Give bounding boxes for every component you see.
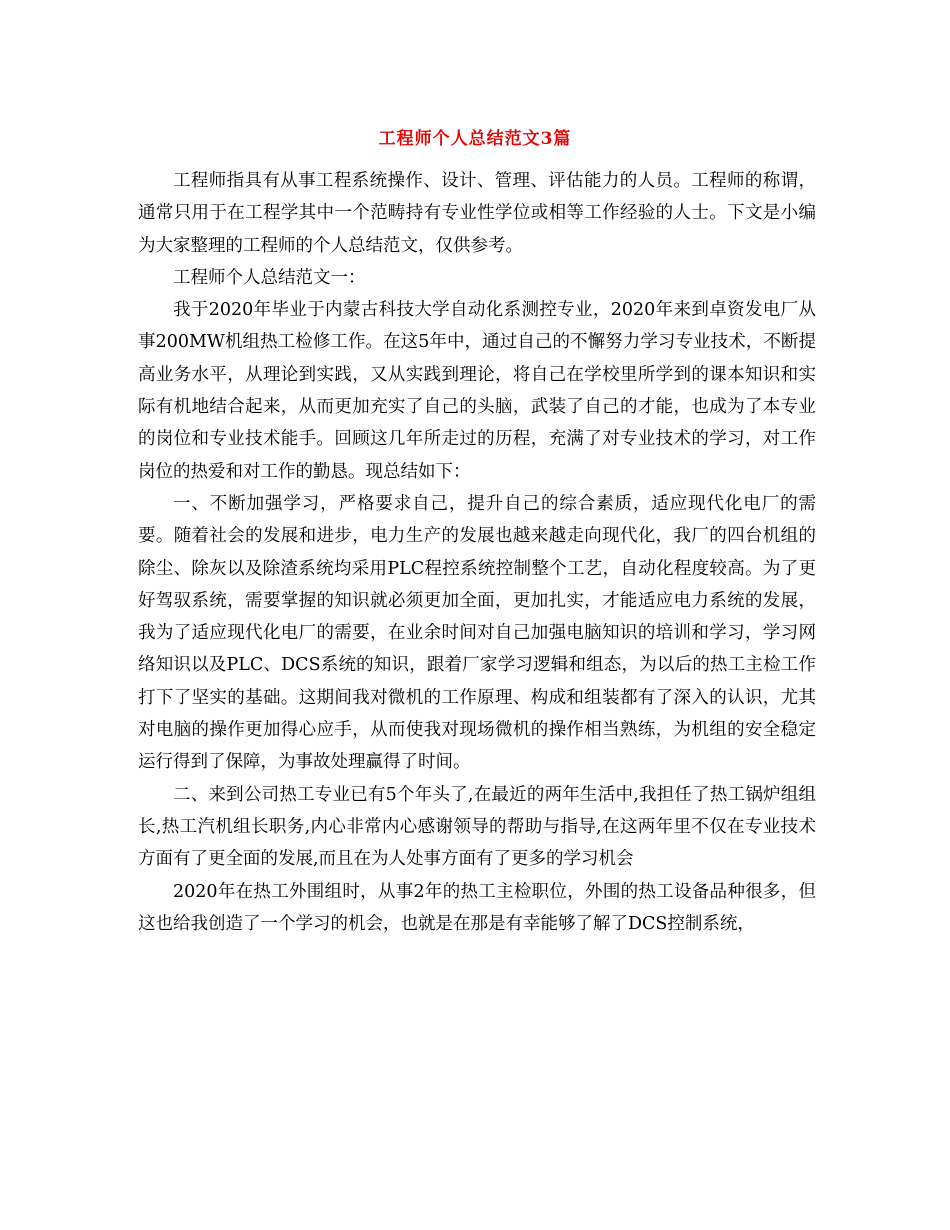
document-body xyxy=(138,165,816,940)
paragraph-2020-periphery: 2020年在热工外围组时，从事2年的热工主检职位，外围的热工设备品种很多，但这也给我创造了一个学习的机会，也就是在那是有幸能够了解了DCS控制系统， xyxy=(138,881,816,934)
document-title: 工程师个人总结范文3篇 xyxy=(378,129,572,149)
paragraph-section-one: 一、不断加强学习，严格要求自己，提升自己的综合素质，适应现代化电厂的需要。随着社会的发展和进步，电力生产的发展也越来越走向现代化，我厂的四台机组的除尘、除灰以及除渣系统均采用PLC程控系统控制整个工艺，自动化程度较高。为了更好驾驭系统，需要掌握的知识就必须更加全面，更加扎实，才能适应电力系统的发展，我为了适应现代化电厂的需要，在业余时间对自己加强电脑知识的培训和学习，学习网络知识以及PLC、DCS系统的知识，跟着厂家学习逻辑和组态，为以后的热工主检工作打下了坚实的基础。这期间我对微机的工作原理、构成和组装都有了深入的认识，尤其对电脑的操作更加得心应手，从而使我对现场微机的操作相当熟练，为机组的安全稳定运行得到了保障，为事故处理赢得了时间。 xyxy=(138,493,816,773)
paragraph-section-two: 二、来到公司热工专业已有5个年头了,在最近的两年生活中,我担任了热工锅炉组组长,热工汽机组长职务,内心非常内心感谢领导的帮助与指导,在这两年里不仅在专业技术方面有了更全面的发展,而且在为人处事方面有了更多的学习机会 xyxy=(138,784,816,870)
paragraph-intro: 工程师指具有从事工程系统操作、设计、管理、评估能力的人员。工程师的称谓，通常只用于在工程学其中一个范畴持有专业性学位或相等工作经验的人士。下文是小编为大家整理的工程师的个人总结范文，仅供参考。 xyxy=(138,171,816,256)
paragraph-heading-sample-one: 工程师个人总结范文一： xyxy=(173,267,366,288)
paragraph-background: 我于2020年毕业于内蒙古科技大学自动化系测控专业，2020年来到卓资发电厂从事200MW机组热工检修工作。在这5年中，通过自己的不懈努力学习专业技术，不断提高业务水平，从理论到实践，又从实践到理论，将自己在学校里所学到的课本知识和实际有机地结合起来，从而更加充实了自己的头脑，武装了自己的才能，也成为了本专业的岗位和专业技术能手。回顾这几年所走过的历程，充满了对专业技术的学习，对工作岗位的热爱和对工作的勤恳。现总结如下： xyxy=(138,300,816,482)
